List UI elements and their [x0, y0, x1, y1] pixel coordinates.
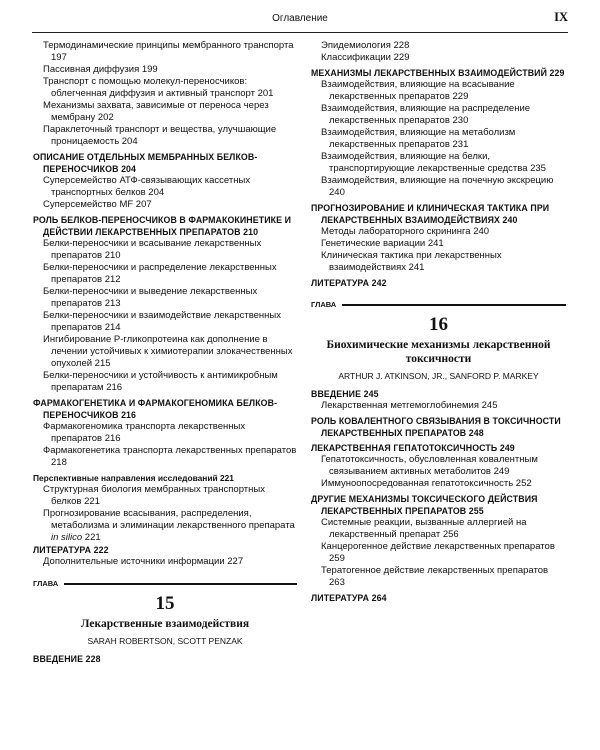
toc-left-bottom [33, 544, 297, 568]
toc-entry: Фармакогенетика транспорта лекарственных препаратов 218 [43, 445, 297, 468]
toc-section-entry: ЛИТЕРАТУРА 242 [311, 278, 387, 288]
chapter-15-block [33, 576, 297, 665]
toc-entry: Классификации 229 [321, 52, 410, 63]
toc-entry: Ингибирование P-гликопротеина как дополнение в лечении устойчивых к химиотерапии злокачественных опухолей 215 [43, 334, 293, 369]
toc-section-entry: ЛИТЕРАТУРА 222 [33, 545, 109, 555]
toc-entry: Канцерогенное действие лекарственных препаратов 259 [321, 541, 555, 564]
toc-section-entry: РОЛЬ БЕЛКОВ-ПЕРЕНОСЧИКОВ В ФАРМАКОКИНЕТИКЕ И ДЕЙСТВИИ ЛЕКАРСТВЕННЫХ ПРЕПАРАТОВ 210 [33, 215, 292, 237]
toc-entry: Взаимодействия, влияющие на белки, транспортирующие лекарственные средства 235 [321, 151, 546, 174]
toc-entry: Системные реакции, вызванные аллергией на лекарственный препарат 256 [321, 517, 527, 540]
toc-right-bottom [311, 388, 566, 604]
toc-entry: Суперсемейство MF 207 [43, 199, 152, 210]
chapter-16-block [311, 297, 566, 382]
toc-section-entry: ЛЕКАРСТВЕННАЯ ГЕПАТОТОКСИЧНОСТЬ 249 [311, 443, 515, 453]
chapter-number: 16 [429, 314, 448, 335]
toc-entry: Лекарственная метгемоглобинемия 245 [321, 400, 498, 411]
toc-section-entry: ДРУГИЕ МЕХАНИЗМЫ ТОКСИЧЕСКОГО ДЕЙСТВИЯ ЛЕКАРСТВЕННЫХ ПРЕПАРАТОВ 255 [311, 494, 538, 516]
header-title: Оглавление [272, 13, 328, 24]
toc-entry: Пассивная диффузия 199 [43, 64, 158, 75]
toc-entry: Суперсемейство АТФ-связывающих кассетных транспортных белков 204 [43, 175, 251, 198]
toc-right-column [311, 40, 566, 604]
toc-section-entry: ПРОГНОЗИРОВАНИЕ И КЛИНИЧЕСКАЯ ТАКТИКА ПРИ ЛЕКАРСТВЕННЫХ ВЗАИМОДЕЙСТВИЯХ 240 [311, 203, 550, 225]
toc-section-entry: ФАРМАКОГЕНЕТИКА И ФАРМАКОГЕНОМИКА БЕЛКОВ-ПЕРЕНОСЧИКОВ 216 [33, 398, 278, 420]
toc-section-entry: Перспективные направления исследований 221 [33, 473, 234, 483]
toc-entry: Белки-переносчики и распределение лекарственных препаратов 212 [43, 262, 277, 285]
toc-entry: Фармакогеномика транспорта лекарственных препаратов 216 [43, 421, 246, 444]
toc-entry: Иммуноопосредованная гепатотоксичность 252 [321, 478, 532, 489]
toc-section-entry: ОПИСАНИЕ ОТДЕЛЬНЫХ МЕМБРАННЫХ БЕЛКОВ-ПЕРЕНОСЧИКОВ 204 [33, 152, 258, 174]
toc-entry: Термодинамические принципы мембранного транспорта 197 [43, 40, 294, 63]
toc-entry: Механизмы захвата, зависимые от переноса через мембрану 202 [43, 100, 269, 123]
toc-section-entry: ЛИТЕРАТУРА 264 [311, 593, 387, 603]
toc-entry: Транспорт с помощью молекул-переносчиков: облегченная диффузия и активный транспорт 201 [43, 76, 274, 99]
toc-entry: Эпидемиология 228 [321, 40, 410, 51]
toc-right-top [311, 40, 566, 289]
chapter-authors: ARTHUR J. ATKINSON, JR., SANFORD P. MARKEY [338, 371, 539, 381]
chapter-title: Лекарственные взаимодействия [80, 618, 250, 630]
toc-entry: Белки-переносчики и устойчивость к антимикробным препаратам 216 [43, 370, 278, 393]
toc-entry: Методы лабораторного скрининга 240 [321, 226, 490, 237]
chapter-title: Биохимические механизмы лекарственной токсичности [326, 339, 551, 365]
toc-entry-in-silico: Прогнозирование всасывания, распределения, метаболизма и элиминации лекарственного препарата in silico 221 [43, 508, 295, 543]
toc-entry: Тератогенное действие лекарственных препаратов 263 [321, 565, 549, 588]
chapter-label: ГЛАВА [311, 299, 337, 309]
toc-section-entry: РОЛЬ КОВАЛЕНТНОГО СВЯЗЫВАНИЯ В ТОКСИЧНОСТИ ЛЕКАРСТВЕННЫХ ПРЕПАРАТОВ 248 [311, 416, 561, 438]
toc-entry: Взаимодействия, влияющие на распределение лекарственных препаратов 230 [321, 103, 531, 126]
toc-left-top [33, 40, 297, 508]
page-header [32, 8, 568, 33]
chapter-divider [64, 583, 297, 585]
page-number: IX [554, 10, 568, 24]
toc-section-entry: ВВЕДЕНИЕ 245 [311, 389, 379, 399]
toc-entry: Структурная биология мембранных транспортных белков 221 [43, 484, 265, 507]
toc-entry: Белки-переносчики и взаимодействие лекарственных препаратов 214 [43, 310, 282, 333]
chapter-number: 15 [155, 593, 175, 614]
toc-section-entry: ВВЕДЕНИЕ 228 [33, 654, 101, 664]
toc-entry: Клиническая тактика при лекарственных взаимодействиях 241 [321, 250, 502, 273]
toc-entry: Белки-переносчики и всасывание лекарственных препаратов 210 [43, 238, 262, 261]
chapter-authors: SARAH ROBERTSON, SCOTT PENZAK [87, 636, 243, 646]
toc-entry: Белки-переносчики и выведение лекарственных препаратов 213 [43, 286, 258, 309]
toc-entry: Параклеточный транспорт и вещества, улучшающие проницаемость 204 [43, 124, 277, 147]
toc-entry: Взаимодействия, влияющие на всасывание лекарственных препаратов 229 [321, 79, 515, 102]
toc-entry: Гепатотоксичность, обусловленная ковалентным связыванием активных метаболитов 249 [321, 454, 538, 477]
toc-section-entry: МЕХАНИЗМЫ ЛЕКАРСТВЕННЫХ ВЗАИМОДЕЙСТВИЙ 229 [311, 68, 565, 78]
chapter-divider [342, 304, 566, 306]
toc-left-column [33, 40, 297, 665]
toc-entry: Взаимодействия, влияющие на почечную экскрецию 240 [321, 175, 554, 198]
toc-entry: Генетические вариации 241 [321, 238, 444, 249]
chapter-label: ГЛАВА [33, 578, 59, 588]
toc-entry: Дополнительные источники информации 227 [43, 556, 244, 567]
toc-entry: Взаимодействия, влияющие на метаболизм лекарственных препаратов 231 [321, 127, 516, 150]
